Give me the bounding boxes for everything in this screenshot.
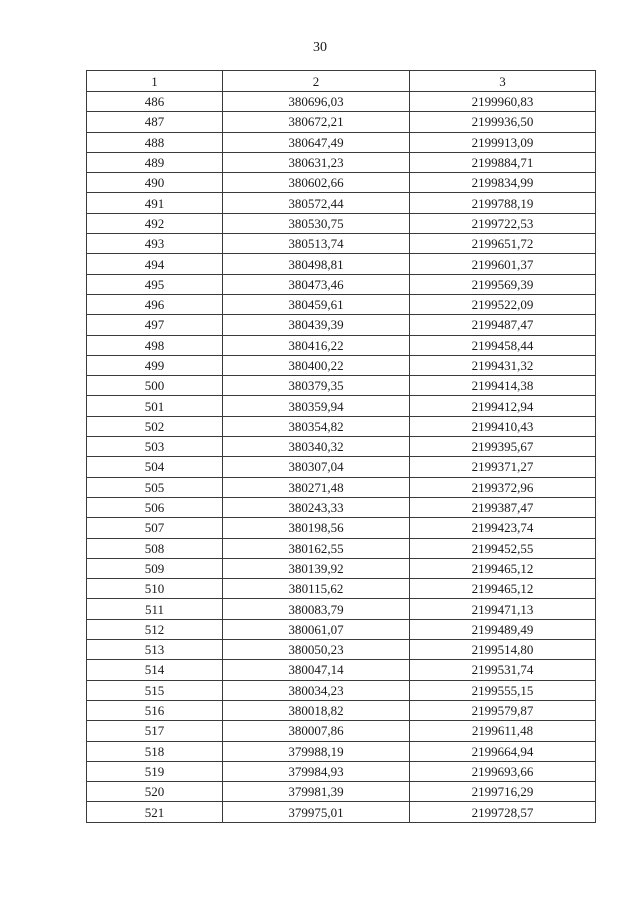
x-coordinate-cell: 380034,23 bbox=[223, 680, 410, 700]
header-row bbox=[87, 71, 596, 92]
y-coordinate-cell: 2199387,47 bbox=[410, 497, 596, 517]
table-row bbox=[87, 619, 596, 639]
column-header-1: 1 bbox=[87, 71, 223, 92]
table-row bbox=[87, 92, 596, 112]
point-number-cell: 494 bbox=[87, 254, 223, 274]
table-row bbox=[87, 640, 596, 660]
point-number-cell: 487 bbox=[87, 112, 223, 132]
y-coordinate-cell: 2199471,13 bbox=[410, 599, 596, 619]
table-row bbox=[87, 457, 596, 477]
point-number-cell: 486 bbox=[87, 92, 223, 112]
point-number-cell: 520 bbox=[87, 782, 223, 802]
x-coordinate-cell: 380050,23 bbox=[223, 640, 410, 660]
table-row bbox=[87, 721, 596, 741]
y-coordinate-cell: 2199371,27 bbox=[410, 457, 596, 477]
y-coordinate-cell: 2199465,12 bbox=[410, 558, 596, 578]
y-coordinate-cell: 2199531,74 bbox=[410, 660, 596, 680]
table-row bbox=[87, 274, 596, 294]
point-number-cell: 492 bbox=[87, 213, 223, 233]
point-number-cell: 503 bbox=[87, 437, 223, 457]
table-row bbox=[87, 579, 596, 599]
x-coordinate-cell: 380379,35 bbox=[223, 376, 410, 396]
y-coordinate-cell: 2199423,74 bbox=[410, 518, 596, 538]
x-coordinate-cell: 380359,94 bbox=[223, 396, 410, 416]
x-coordinate-cell: 380340,32 bbox=[223, 437, 410, 457]
table-row bbox=[87, 355, 596, 375]
x-coordinate-cell: 380416,22 bbox=[223, 335, 410, 355]
page-number: 30 bbox=[313, 40, 327, 55]
x-coordinate-cell: 380007,86 bbox=[223, 721, 410, 741]
point-number-cell: 510 bbox=[87, 579, 223, 599]
x-coordinate-cell: 380672,21 bbox=[223, 112, 410, 132]
table-row bbox=[87, 416, 596, 436]
table-row bbox=[87, 660, 596, 680]
point-number-cell: 504 bbox=[87, 457, 223, 477]
x-coordinate-cell: 379981,39 bbox=[223, 782, 410, 802]
x-coordinate-cell: 380198,56 bbox=[223, 518, 410, 538]
x-coordinate-cell: 380307,04 bbox=[223, 457, 410, 477]
point-number-cell: 496 bbox=[87, 294, 223, 314]
table-row bbox=[87, 335, 596, 355]
table-row bbox=[87, 497, 596, 517]
x-coordinate-cell: 380696,03 bbox=[223, 92, 410, 112]
y-coordinate-cell: 2199487,47 bbox=[410, 315, 596, 335]
x-coordinate-cell: 380115,62 bbox=[223, 579, 410, 599]
y-coordinate-cell: 2199722,53 bbox=[410, 213, 596, 233]
point-number-cell: 498 bbox=[87, 335, 223, 355]
y-coordinate-cell: 2199452,55 bbox=[410, 538, 596, 558]
point-number-cell: 497 bbox=[87, 315, 223, 335]
x-coordinate-cell: 380530,75 bbox=[223, 213, 410, 233]
y-coordinate-cell: 2199579,87 bbox=[410, 700, 596, 720]
x-coordinate-cell: 380473,46 bbox=[223, 274, 410, 294]
table-row bbox=[87, 173, 596, 193]
y-coordinate-cell: 2199569,39 bbox=[410, 274, 596, 294]
point-number-cell: 489 bbox=[87, 152, 223, 172]
x-coordinate-cell: 380439,39 bbox=[223, 315, 410, 335]
y-coordinate-cell: 2199664,94 bbox=[410, 741, 596, 761]
y-coordinate-cell: 2199716,29 bbox=[410, 782, 596, 802]
point-number-cell: 493 bbox=[87, 234, 223, 254]
y-coordinate-cell: 2199693,66 bbox=[410, 761, 596, 781]
table-body bbox=[87, 92, 596, 823]
table-row bbox=[87, 700, 596, 720]
point-number-cell: 488 bbox=[87, 132, 223, 152]
table-header bbox=[87, 71, 596, 92]
point-number-cell: 514 bbox=[87, 660, 223, 680]
table-row bbox=[87, 680, 596, 700]
point-number-cell: 518 bbox=[87, 741, 223, 761]
table-row bbox=[87, 234, 596, 254]
x-coordinate-cell: 380400,22 bbox=[223, 355, 410, 375]
table-row bbox=[87, 437, 596, 457]
point-number-cell: 508 bbox=[87, 538, 223, 558]
table-row bbox=[87, 112, 596, 132]
table-row bbox=[87, 193, 596, 213]
y-coordinate-cell: 2199913,09 bbox=[410, 132, 596, 152]
point-number-cell: 512 bbox=[87, 619, 223, 639]
table-row bbox=[87, 315, 596, 335]
x-coordinate-cell: 380459,61 bbox=[223, 294, 410, 314]
x-coordinate-cell: 380498,81 bbox=[223, 254, 410, 274]
x-coordinate-cell: 380602,66 bbox=[223, 173, 410, 193]
x-coordinate-cell: 380018,82 bbox=[223, 700, 410, 720]
x-coordinate-cell: 380513,74 bbox=[223, 234, 410, 254]
point-number-cell: 517 bbox=[87, 721, 223, 741]
point-number-cell: 506 bbox=[87, 497, 223, 517]
y-coordinate-cell: 2199601,37 bbox=[410, 254, 596, 274]
table-row bbox=[87, 538, 596, 558]
table-row bbox=[87, 518, 596, 538]
y-coordinate-cell: 2199611,48 bbox=[410, 721, 596, 741]
point-number-cell: 511 bbox=[87, 599, 223, 619]
point-number-cell: 516 bbox=[87, 700, 223, 720]
x-coordinate-cell: 380139,92 bbox=[223, 558, 410, 578]
table-row bbox=[87, 213, 596, 233]
y-coordinate-cell: 2199936,50 bbox=[410, 112, 596, 132]
x-coordinate-cell: 380631,23 bbox=[223, 152, 410, 172]
table-row bbox=[87, 761, 596, 781]
column-header-3: 3 bbox=[410, 71, 596, 92]
point-number-cell: 490 bbox=[87, 173, 223, 193]
point-number-cell: 495 bbox=[87, 274, 223, 294]
point-number-cell: 505 bbox=[87, 477, 223, 497]
y-coordinate-cell: 2199489,49 bbox=[410, 619, 596, 639]
y-coordinate-cell: 2199788,19 bbox=[410, 193, 596, 213]
x-coordinate-cell: 380572,44 bbox=[223, 193, 410, 213]
table-row bbox=[87, 477, 596, 497]
y-coordinate-cell: 2199458,44 bbox=[410, 335, 596, 355]
y-coordinate-cell: 2199431,32 bbox=[410, 355, 596, 375]
point-number-cell: 509 bbox=[87, 558, 223, 578]
x-coordinate-cell: 380162,55 bbox=[223, 538, 410, 558]
table-row bbox=[87, 294, 596, 314]
x-coordinate-cell: 380354,82 bbox=[223, 416, 410, 436]
point-number-cell: 519 bbox=[87, 761, 223, 781]
point-number-cell: 499 bbox=[87, 355, 223, 375]
x-coordinate-cell: 380083,79 bbox=[223, 599, 410, 619]
y-coordinate-cell: 2199410,43 bbox=[410, 416, 596, 436]
y-coordinate-cell: 2199414,38 bbox=[410, 376, 596, 396]
x-coordinate-cell: 380047,14 bbox=[223, 660, 410, 680]
table-row bbox=[87, 599, 596, 619]
x-coordinate-cell: 379984,93 bbox=[223, 761, 410, 781]
x-coordinate-cell: 379988,19 bbox=[223, 741, 410, 761]
y-coordinate-cell: 2199834,99 bbox=[410, 173, 596, 193]
x-coordinate-cell: 380271,48 bbox=[223, 477, 410, 497]
table-row bbox=[87, 152, 596, 172]
x-coordinate-cell: 379975,01 bbox=[223, 802, 410, 822]
table-row bbox=[87, 132, 596, 152]
x-coordinate-cell: 380243,33 bbox=[223, 497, 410, 517]
y-coordinate-cell: 2199884,71 bbox=[410, 152, 596, 172]
y-coordinate-cell: 2199395,67 bbox=[410, 437, 596, 457]
table-row bbox=[87, 741, 596, 761]
y-coordinate-cell: 2199555,15 bbox=[410, 680, 596, 700]
table-row bbox=[87, 802, 596, 822]
point-number-cell: 521 bbox=[87, 802, 223, 822]
point-number-cell: 501 bbox=[87, 396, 223, 416]
y-coordinate-cell: 2199412,94 bbox=[410, 396, 596, 416]
point-number-cell: 500 bbox=[87, 376, 223, 396]
y-coordinate-cell: 2199960,83 bbox=[410, 92, 596, 112]
point-number-cell: 502 bbox=[87, 416, 223, 436]
table-row bbox=[87, 558, 596, 578]
point-number-cell: 507 bbox=[87, 518, 223, 538]
point-number-cell: 515 bbox=[87, 680, 223, 700]
y-coordinate-cell: 2199465,12 bbox=[410, 579, 596, 599]
x-coordinate-cell: 380061,07 bbox=[223, 619, 410, 639]
table-row bbox=[87, 782, 596, 802]
y-coordinate-cell: 2199514,80 bbox=[410, 640, 596, 660]
column-header-2: 2 bbox=[223, 71, 410, 92]
table-row bbox=[87, 254, 596, 274]
point-number-cell: 491 bbox=[87, 193, 223, 213]
x-coordinate-cell: 380647,49 bbox=[223, 132, 410, 152]
y-coordinate-cell: 2199728,57 bbox=[410, 802, 596, 822]
point-number-cell: 513 bbox=[87, 640, 223, 660]
y-coordinate-cell: 2199651,72 bbox=[410, 234, 596, 254]
table-row bbox=[87, 396, 596, 416]
table-row bbox=[87, 376, 596, 396]
y-coordinate-cell: 2199522,09 bbox=[410, 294, 596, 314]
coordinates-table bbox=[86, 70, 596, 823]
y-coordinate-cell: 2199372,96 bbox=[410, 477, 596, 497]
